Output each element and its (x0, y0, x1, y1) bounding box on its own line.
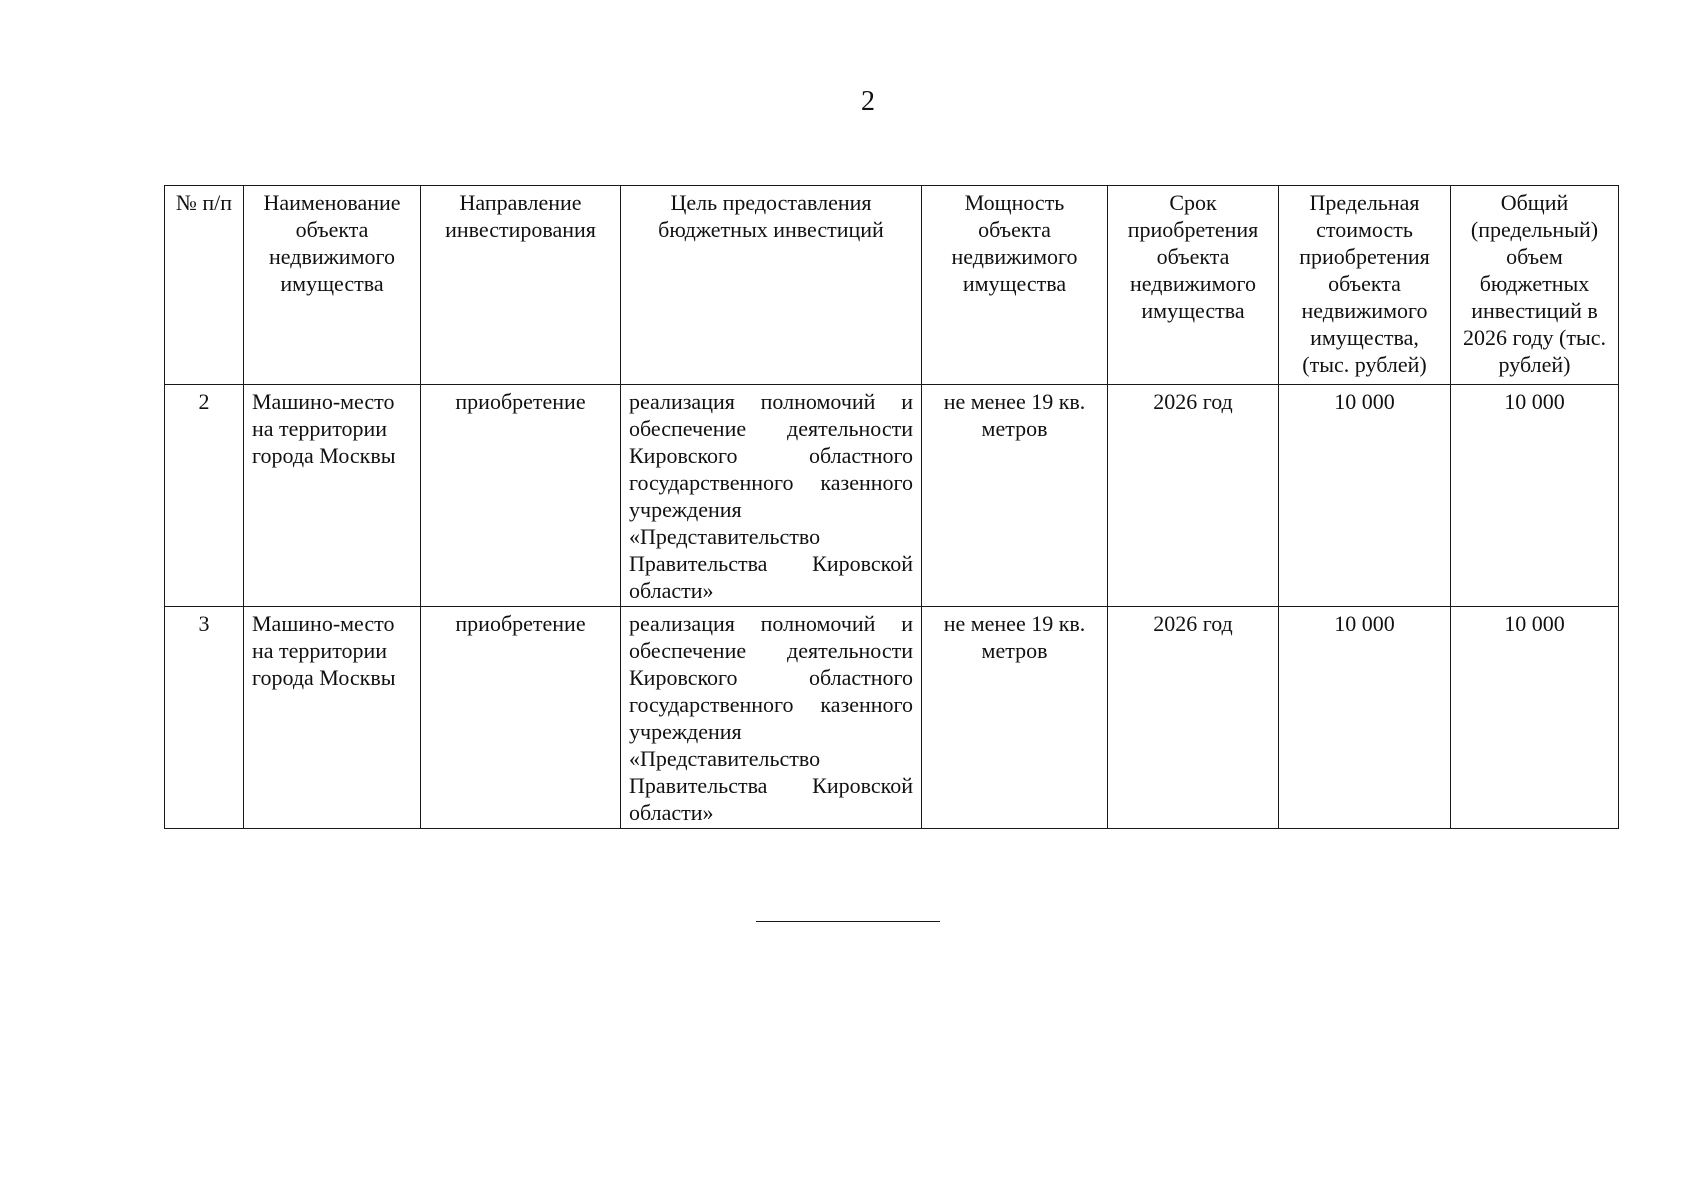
header-number: № п/п (165, 186, 244, 385)
cell-number: 2 (165, 385, 244, 607)
header-total-investment: Общий (предельный) объем бюджетных инвестиций в 2026 году (тыс. рублей) (1451, 186, 1619, 385)
cell-acquisition-term: 2026 год (1108, 607, 1279, 829)
investment-table (164, 185, 1619, 829)
end-of-document-rule (756, 921, 940, 922)
cell-object-capacity: не менее 19 кв. метров (922, 607, 1108, 829)
header-max-cost: Предельная стоимость приобретения объекта недвижимого имущества, (тыс. рублей) (1279, 186, 1451, 385)
cell-investment-purpose: реализация полномочий и обеспечение деятельности Кировского областного государственного казенного учреждения «Представительство Правительства Кировской области» (621, 607, 922, 829)
header-investment-direction: Направление инвестирования (421, 186, 621, 385)
table-header-row (165, 186, 1619, 385)
cell-investment-direction: приобретение (421, 385, 621, 607)
header-acquisition-term: Срок приобретения объекта недвижимого имущества (1108, 186, 1279, 385)
cell-max-cost: 10 000 (1279, 607, 1451, 829)
cell-total-investment: 10 000 (1451, 607, 1619, 829)
cell-investment-purpose: реализация полномочий и обеспечение деятельности Кировского областного государственного казенного учреждения «Представительство Правительства Кировской области» (621, 385, 922, 607)
cell-number: 3 (165, 607, 244, 829)
table-row (165, 385, 1619, 607)
cell-max-cost: 10 000 (1279, 385, 1451, 607)
cell-investment-direction: приобретение (421, 607, 621, 829)
header-investment-purpose: Цель предоставления бюджетных инвестиций (621, 186, 922, 385)
cell-total-investment: 10 000 (1451, 385, 1619, 607)
header-object-capacity: Мощность объекта недвижимого имущества (922, 186, 1108, 385)
page-number: 2 (861, 86, 875, 117)
table-row (165, 607, 1619, 829)
header-object-name: Наименование объекта недвижимого имущества (244, 186, 421, 385)
cell-object-capacity: не менее 19 кв. метров (922, 385, 1108, 607)
cell-object-name: Машино-место на территории города Москвы (244, 385, 421, 607)
cell-object-name: Машино-место на территории города Москвы (244, 607, 421, 829)
cell-acquisition-term: 2026 год (1108, 385, 1279, 607)
